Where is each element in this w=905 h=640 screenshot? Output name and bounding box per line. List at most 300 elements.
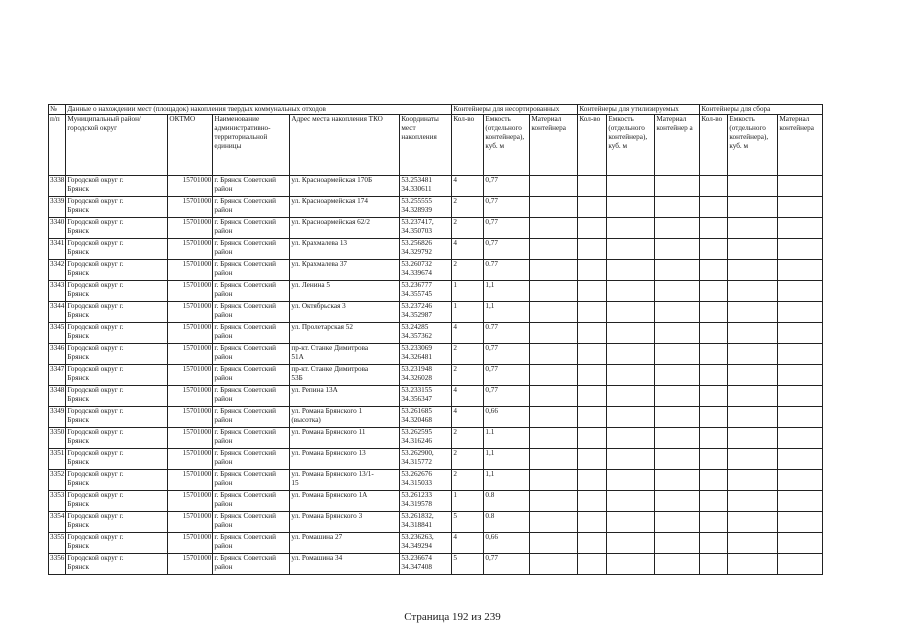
oktmo-cell-line: 15701000 — [182, 554, 212, 562]
table-row — [49, 554, 823, 575]
district-cell — [66, 554, 168, 575]
oktmo-cell-line: 15701000 — [182, 176, 212, 184]
row-number — [49, 365, 66, 386]
empty-cell — [778, 386, 823, 407]
oktmo-cell — [168, 470, 213, 491]
admin-cell-line: район — [214, 416, 233, 424]
coords-cell-line: 34.339674 — [401, 269, 432, 277]
empty-cell — [700, 323, 728, 344]
empty-cell — [728, 449, 778, 470]
coords-cell — [400, 386, 452, 407]
row-number-line: 3346 — [50, 344, 65, 352]
row-number — [49, 260, 66, 281]
empty-cell — [530, 512, 578, 533]
row-number-line: 3341 — [50, 239, 65, 247]
empty-cell — [728, 512, 778, 533]
coords-cell — [400, 239, 452, 260]
oktmo-cell-line: 15701000 — [182, 344, 212, 352]
oktmo-cell-line: 15701000 — [182, 491, 212, 499]
row-number — [49, 554, 66, 575]
empty-cell — [607, 176, 655, 197]
empty-cell — [578, 407, 607, 428]
coords-cell-line: 34.320468 — [401, 416, 432, 424]
oktmo-cell-line: 15701000 — [182, 239, 212, 247]
capacity-cell — [484, 365, 530, 386]
empty-cell — [728, 428, 778, 449]
table-row — [49, 218, 823, 239]
admin-cell — [213, 365, 290, 386]
empty-cell — [700, 365, 728, 386]
empty-cell — [655, 386, 700, 407]
capacity-cell — [484, 260, 530, 281]
address-cell — [290, 218, 400, 239]
district-cell — [66, 260, 168, 281]
empty-cell — [607, 491, 655, 512]
district-cell-line: Брянск — [67, 458, 89, 466]
count-cell — [452, 365, 484, 386]
empty-cell — [655, 281, 700, 302]
coords-cell — [400, 365, 452, 386]
oktmo-cell-line: 15701000 — [182, 281, 212, 289]
empty-cell — [530, 260, 578, 281]
table-row — [49, 449, 823, 470]
table-row — [49, 470, 823, 491]
empty-cell — [607, 344, 655, 365]
count-cell — [452, 470, 484, 491]
count-cell — [452, 344, 484, 365]
empty-cell — [607, 197, 655, 218]
count-cell — [452, 218, 484, 239]
admin-cell-line: г. Брянск Советский — [214, 344, 276, 352]
empty-cell — [778, 176, 823, 197]
admin-cell-line: район — [214, 395, 233, 403]
header-count-c: Кол-во — [700, 115, 728, 176]
empty-cell — [700, 281, 728, 302]
header-capacity: Емкость (отдельного контейнера), куб. м — [484, 115, 530, 176]
empty-cell — [700, 176, 728, 197]
capacity-cell-line: 0,77 — [485, 176, 498, 184]
row-number-line: 3349 — [50, 407, 65, 415]
count-cell — [452, 323, 484, 344]
empty-cell — [728, 281, 778, 302]
address-cell — [290, 386, 400, 407]
count-cell — [452, 386, 484, 407]
address-cell — [290, 239, 400, 260]
oktmo-cell — [168, 323, 213, 344]
count-cell-line: 4 — [453, 533, 457, 541]
oktmo-cell — [168, 428, 213, 449]
empty-cell — [700, 554, 728, 575]
empty-cell — [655, 407, 700, 428]
empty-cell — [530, 407, 578, 428]
empty-cell — [530, 239, 578, 260]
district-cell-line: Брянск — [67, 185, 89, 193]
oktmo-cell-line: 15701000 — [182, 386, 212, 394]
district-cell — [66, 407, 168, 428]
empty-cell — [655, 218, 700, 239]
oktmo-cell-line: 15701000 — [182, 197, 212, 205]
capacity-cell-line: 1.1 — [485, 428, 495, 436]
admin-cell-line: г. Брянск Советский — [214, 386, 276, 394]
coords-cell-line: 34.326481 — [401, 353, 432, 361]
address-cell — [290, 344, 400, 365]
district-cell — [66, 512, 168, 533]
oktmo-cell-line: 15701000 — [182, 323, 212, 331]
district-cell — [66, 281, 168, 302]
admin-cell-line: г. Брянск Советский — [214, 428, 276, 436]
capacity-cell-line: 0,77 — [485, 344, 498, 352]
oktmo-cell-line: 15701000 — [182, 260, 212, 268]
coords-cell-line: 53.262676 — [401, 470, 432, 478]
empty-cell — [778, 365, 823, 386]
address-cell-line: ул. Романа Брянского 11 — [291, 428, 366, 436]
count-cell-line: 5 — [453, 554, 457, 562]
count-cell — [452, 176, 484, 197]
empty-cell — [778, 281, 823, 302]
coords-cell-line: 34.319578 — [401, 500, 432, 508]
admin-cell-line: г. Брянск Советский — [214, 239, 276, 247]
district-cell — [66, 449, 168, 470]
capacity-cell-line: 0,66 — [485, 407, 498, 415]
row-number-line: 3347 — [50, 365, 65, 373]
coords-cell-line: 34.349294 — [401, 542, 432, 550]
empty-cell — [700, 512, 728, 533]
oktmo-cell — [168, 302, 213, 323]
capacity-cell — [484, 491, 530, 512]
count-cell-line: 4 — [453, 407, 457, 415]
address-cell-line: ул. Романа Брянского 3 — [291, 512, 363, 520]
empty-cell — [778, 407, 823, 428]
coords-cell-line: 34.356347 — [401, 395, 432, 403]
admin-cell-line: район — [214, 311, 233, 319]
row-number-line: 3345 — [50, 323, 65, 331]
capacity-cell-line: 0.8 — [485, 512, 495, 520]
admin-cell — [213, 470, 290, 491]
admin-cell-line: район — [214, 500, 233, 508]
count-cell — [452, 407, 484, 428]
district-cell-line: Брянск — [67, 290, 89, 298]
empty-cell — [530, 176, 578, 197]
capacity-cell — [484, 554, 530, 575]
coords-cell-line: 53.262595 — [401, 428, 432, 436]
admin-cell-line: г. Брянск Советский — [214, 302, 276, 310]
page-number: Страница 192 из 239 — [404, 611, 501, 623]
admin-cell-line: район — [214, 185, 233, 193]
address-cell-line: ул. Пролетарская 52 — [291, 323, 353, 331]
coords-cell-line: 34.347408 — [401, 563, 432, 571]
capacity-cell — [484, 407, 530, 428]
admin-cell — [213, 386, 290, 407]
coords-cell — [400, 449, 452, 470]
district-cell-line: Брянск — [67, 542, 89, 550]
admin-cell-line: г. Брянск Советский — [214, 470, 276, 478]
empty-cell — [778, 218, 823, 239]
header-material-b: Материал контейнер а — [655, 115, 700, 176]
district-cell-line: Городской округ г. — [67, 176, 124, 184]
district-cell-line: Городской округ г. — [67, 323, 124, 331]
empty-cell — [578, 512, 607, 533]
empty-cell — [530, 533, 578, 554]
capacity-cell — [484, 302, 530, 323]
admin-cell — [213, 197, 290, 218]
header-capacity-c: Емкость (отдельного контейнера), куб. м — [728, 115, 778, 176]
coords-cell — [400, 323, 452, 344]
empty-cell — [607, 302, 655, 323]
empty-cell — [607, 533, 655, 554]
empty-cell — [655, 533, 700, 554]
capacity-cell — [484, 449, 530, 470]
oktmo-cell — [168, 407, 213, 428]
row-number-line: 3354 — [50, 512, 65, 520]
empty-cell — [530, 554, 578, 575]
count-cell-line: 4 — [453, 176, 457, 184]
empty-cell — [778, 470, 823, 491]
coords-cell — [400, 533, 452, 554]
district-cell — [66, 218, 168, 239]
empty-cell — [700, 470, 728, 491]
empty-cell — [700, 491, 728, 512]
oktmo-cell-line: 15701000 — [182, 302, 212, 310]
coords-cell-line: 53.261832, — [401, 512, 434, 520]
empty-cell — [655, 428, 700, 449]
table-row — [49, 176, 823, 197]
empty-cell — [578, 323, 607, 344]
row-number-line: 3343 — [50, 281, 65, 289]
capacity-cell-line: 0,77 — [485, 239, 498, 247]
empty-cell — [578, 281, 607, 302]
empty-cell — [778, 260, 823, 281]
empty-cell — [728, 323, 778, 344]
capacity-cell-line: 0.8 — [485, 491, 495, 499]
header-group-recycle: Контейнеры для утилизируемых — [578, 105, 700, 115]
empty-cell — [728, 407, 778, 428]
oktmo-cell-line: 15701000 — [182, 407, 212, 415]
count-cell-line: 2 — [453, 218, 457, 226]
empty-cell — [607, 239, 655, 260]
district-cell-line: Брянск — [67, 416, 89, 424]
admin-cell-line: г. Брянск Советский — [214, 365, 276, 373]
row-number-line: 3355 — [50, 533, 65, 541]
row-number-line: 3348 — [50, 386, 65, 394]
row-number — [49, 449, 66, 470]
address-cell-line: ул. Репина 13А — [291, 386, 338, 394]
admin-cell-line: г. Брянск Советский — [214, 176, 276, 184]
coords-cell-line: 53.256826 — [401, 239, 432, 247]
district-cell-line: Брянск — [67, 353, 89, 361]
address-cell — [290, 533, 400, 554]
oktmo-cell — [168, 197, 213, 218]
capacity-cell-line: 0,66 — [485, 533, 498, 541]
empty-cell — [578, 218, 607, 239]
capacity-cell-line: 1,1 — [485, 302, 495, 310]
district-cell-line: Городской округ г. — [67, 344, 124, 352]
capacity-cell — [484, 386, 530, 407]
address-cell — [290, 302, 400, 323]
district-cell-line: Брянск — [67, 332, 89, 340]
coords-cell-line: 53.261233 — [401, 491, 432, 499]
coords-cell-line: 53.231948 — [401, 365, 432, 373]
count-cell-line: 4 — [453, 239, 457, 247]
admin-cell — [213, 323, 290, 344]
oktmo-cell — [168, 239, 213, 260]
district-cell — [66, 386, 168, 407]
row-number — [49, 533, 66, 554]
oktmo-cell-line: 15701000 — [182, 512, 212, 520]
district-cell-line: Городской округ г. — [67, 470, 124, 478]
capacity-cell-line: 0,77 — [485, 197, 498, 205]
oktmo-cell-line: 15701000 — [182, 470, 212, 478]
coords-cell-line: 53.237417, — [401, 218, 434, 226]
empty-cell — [578, 365, 607, 386]
admin-cell — [213, 302, 290, 323]
admin-cell — [213, 533, 290, 554]
capacity-cell — [484, 323, 530, 344]
count-cell — [452, 554, 484, 575]
row-number-line: 3352 — [50, 470, 65, 478]
count-cell — [452, 239, 484, 260]
admin-cell-line: район — [214, 227, 233, 235]
header-district: Муниципальный район/городской округ — [66, 115, 168, 176]
empty-cell — [607, 449, 655, 470]
row-number — [49, 491, 66, 512]
table-row — [49, 407, 823, 428]
coords-cell — [400, 218, 452, 239]
row-number — [49, 218, 66, 239]
admin-cell-line: г. Брянск Советский — [214, 323, 276, 331]
empty-cell — [700, 260, 728, 281]
capacity-cell — [484, 218, 530, 239]
coords-cell — [400, 281, 452, 302]
capacity-cell-line: 1,1 — [485, 470, 495, 478]
empty-cell — [655, 260, 700, 281]
coords-cell-line: 53.260732 — [401, 260, 432, 268]
empty-cell — [578, 533, 607, 554]
empty-cell — [700, 533, 728, 554]
address-cell-line: ул. Ромашина 34 — [291, 554, 343, 562]
address-cell-line: пр-кт. Станке Димитрова — [291, 344, 369, 352]
admin-cell-line: район — [214, 479, 233, 487]
admin-cell — [213, 449, 290, 470]
header-count-b: Кол-во — [578, 115, 607, 176]
empty-cell — [607, 281, 655, 302]
row-number-line: 3350 — [50, 428, 65, 436]
row-number-line: 3344 — [50, 302, 65, 310]
empty-cell — [578, 344, 607, 365]
count-cell-line: 2 — [453, 470, 457, 478]
admin-cell-line: район — [214, 437, 233, 445]
row-number — [49, 281, 66, 302]
row-number-line: 3351 — [50, 449, 65, 457]
header-oktmo: ОКТМО — [168, 115, 213, 176]
coords-cell — [400, 197, 452, 218]
empty-cell — [655, 176, 700, 197]
district-cell-line: Брянск — [67, 563, 89, 571]
district-cell — [66, 533, 168, 554]
header-group-unsorted: Контейнеры для несортированных — [452, 105, 578, 115]
empty-cell — [655, 491, 700, 512]
row-number-line: 3342 — [50, 260, 65, 268]
address-cell — [290, 281, 400, 302]
district-cell-line: Брянск — [67, 479, 89, 487]
district-cell — [66, 470, 168, 491]
empty-cell — [655, 512, 700, 533]
admin-cell-line: район — [214, 458, 233, 466]
empty-cell — [778, 428, 823, 449]
coords-cell-line: 53.262900, — [401, 449, 434, 457]
header-admin-name: Наименование административно-территориальной единицы — [213, 115, 290, 176]
admin-cell-line: район — [214, 374, 233, 382]
empty-cell — [607, 386, 655, 407]
district-cell-line: Брянск — [67, 521, 89, 529]
oktmo-cell — [168, 344, 213, 365]
table-row — [49, 512, 823, 533]
capacity-cell-line: 1,1 — [485, 281, 495, 289]
coords-cell — [400, 428, 452, 449]
oktmo-cell-line: 15701000 — [182, 428, 212, 436]
district-cell-line: Брянск — [67, 206, 89, 214]
count-cell — [452, 197, 484, 218]
empty-cell — [607, 470, 655, 491]
empty-cell — [530, 323, 578, 344]
admin-cell — [213, 428, 290, 449]
empty-cell — [700, 386, 728, 407]
empty-cell — [655, 554, 700, 575]
empty-cell — [530, 365, 578, 386]
district-cell — [66, 491, 168, 512]
empty-cell — [728, 302, 778, 323]
empty-cell — [728, 344, 778, 365]
address-cell-line: 53Б — [291, 374, 303, 382]
coords-cell — [400, 344, 452, 365]
count-cell — [452, 428, 484, 449]
empty-cell — [778, 197, 823, 218]
district-cell-line: Брянск — [67, 269, 89, 277]
empty-cell — [778, 344, 823, 365]
address-cell-line: ул. Крахмалева 37 — [291, 260, 348, 268]
row-number — [49, 386, 66, 407]
empty-cell — [728, 197, 778, 218]
oktmo-cell — [168, 281, 213, 302]
district-cell-line: Брянск — [67, 374, 89, 382]
empty-cell — [530, 218, 578, 239]
capacity-cell — [484, 344, 530, 365]
oktmo-cell — [168, 218, 213, 239]
address-cell — [290, 176, 400, 197]
coords-cell-line: 53.255555 — [401, 197, 432, 205]
empty-cell — [728, 260, 778, 281]
admin-cell — [213, 176, 290, 197]
empty-cell — [728, 239, 778, 260]
table-row — [49, 533, 823, 554]
count-cell-line: 2 — [453, 260, 457, 268]
capacity-cell-line: 0.77 — [485, 323, 498, 331]
admin-cell-line: г. Брянск Советский — [214, 260, 276, 268]
address-cell-line: пр-кт. Станке Димитрова — [291, 365, 369, 373]
admin-cell-line: г. Брянск Советский — [214, 491, 276, 499]
district-cell-line: Брянск — [67, 248, 89, 256]
coords-cell-line: 34.315772 — [401, 458, 432, 466]
coords-cell-line: 53.233155 — [401, 386, 432, 394]
empty-cell — [607, 365, 655, 386]
row-number-line: 3338 — [50, 176, 65, 184]
capacity-cell — [484, 239, 530, 260]
admin-cell-line: район — [214, 290, 233, 298]
admin-cell — [213, 281, 290, 302]
table-row — [49, 239, 823, 260]
empty-cell — [607, 260, 655, 281]
capacity-cell-line: 0.77 — [485, 260, 498, 268]
empty-cell — [578, 470, 607, 491]
